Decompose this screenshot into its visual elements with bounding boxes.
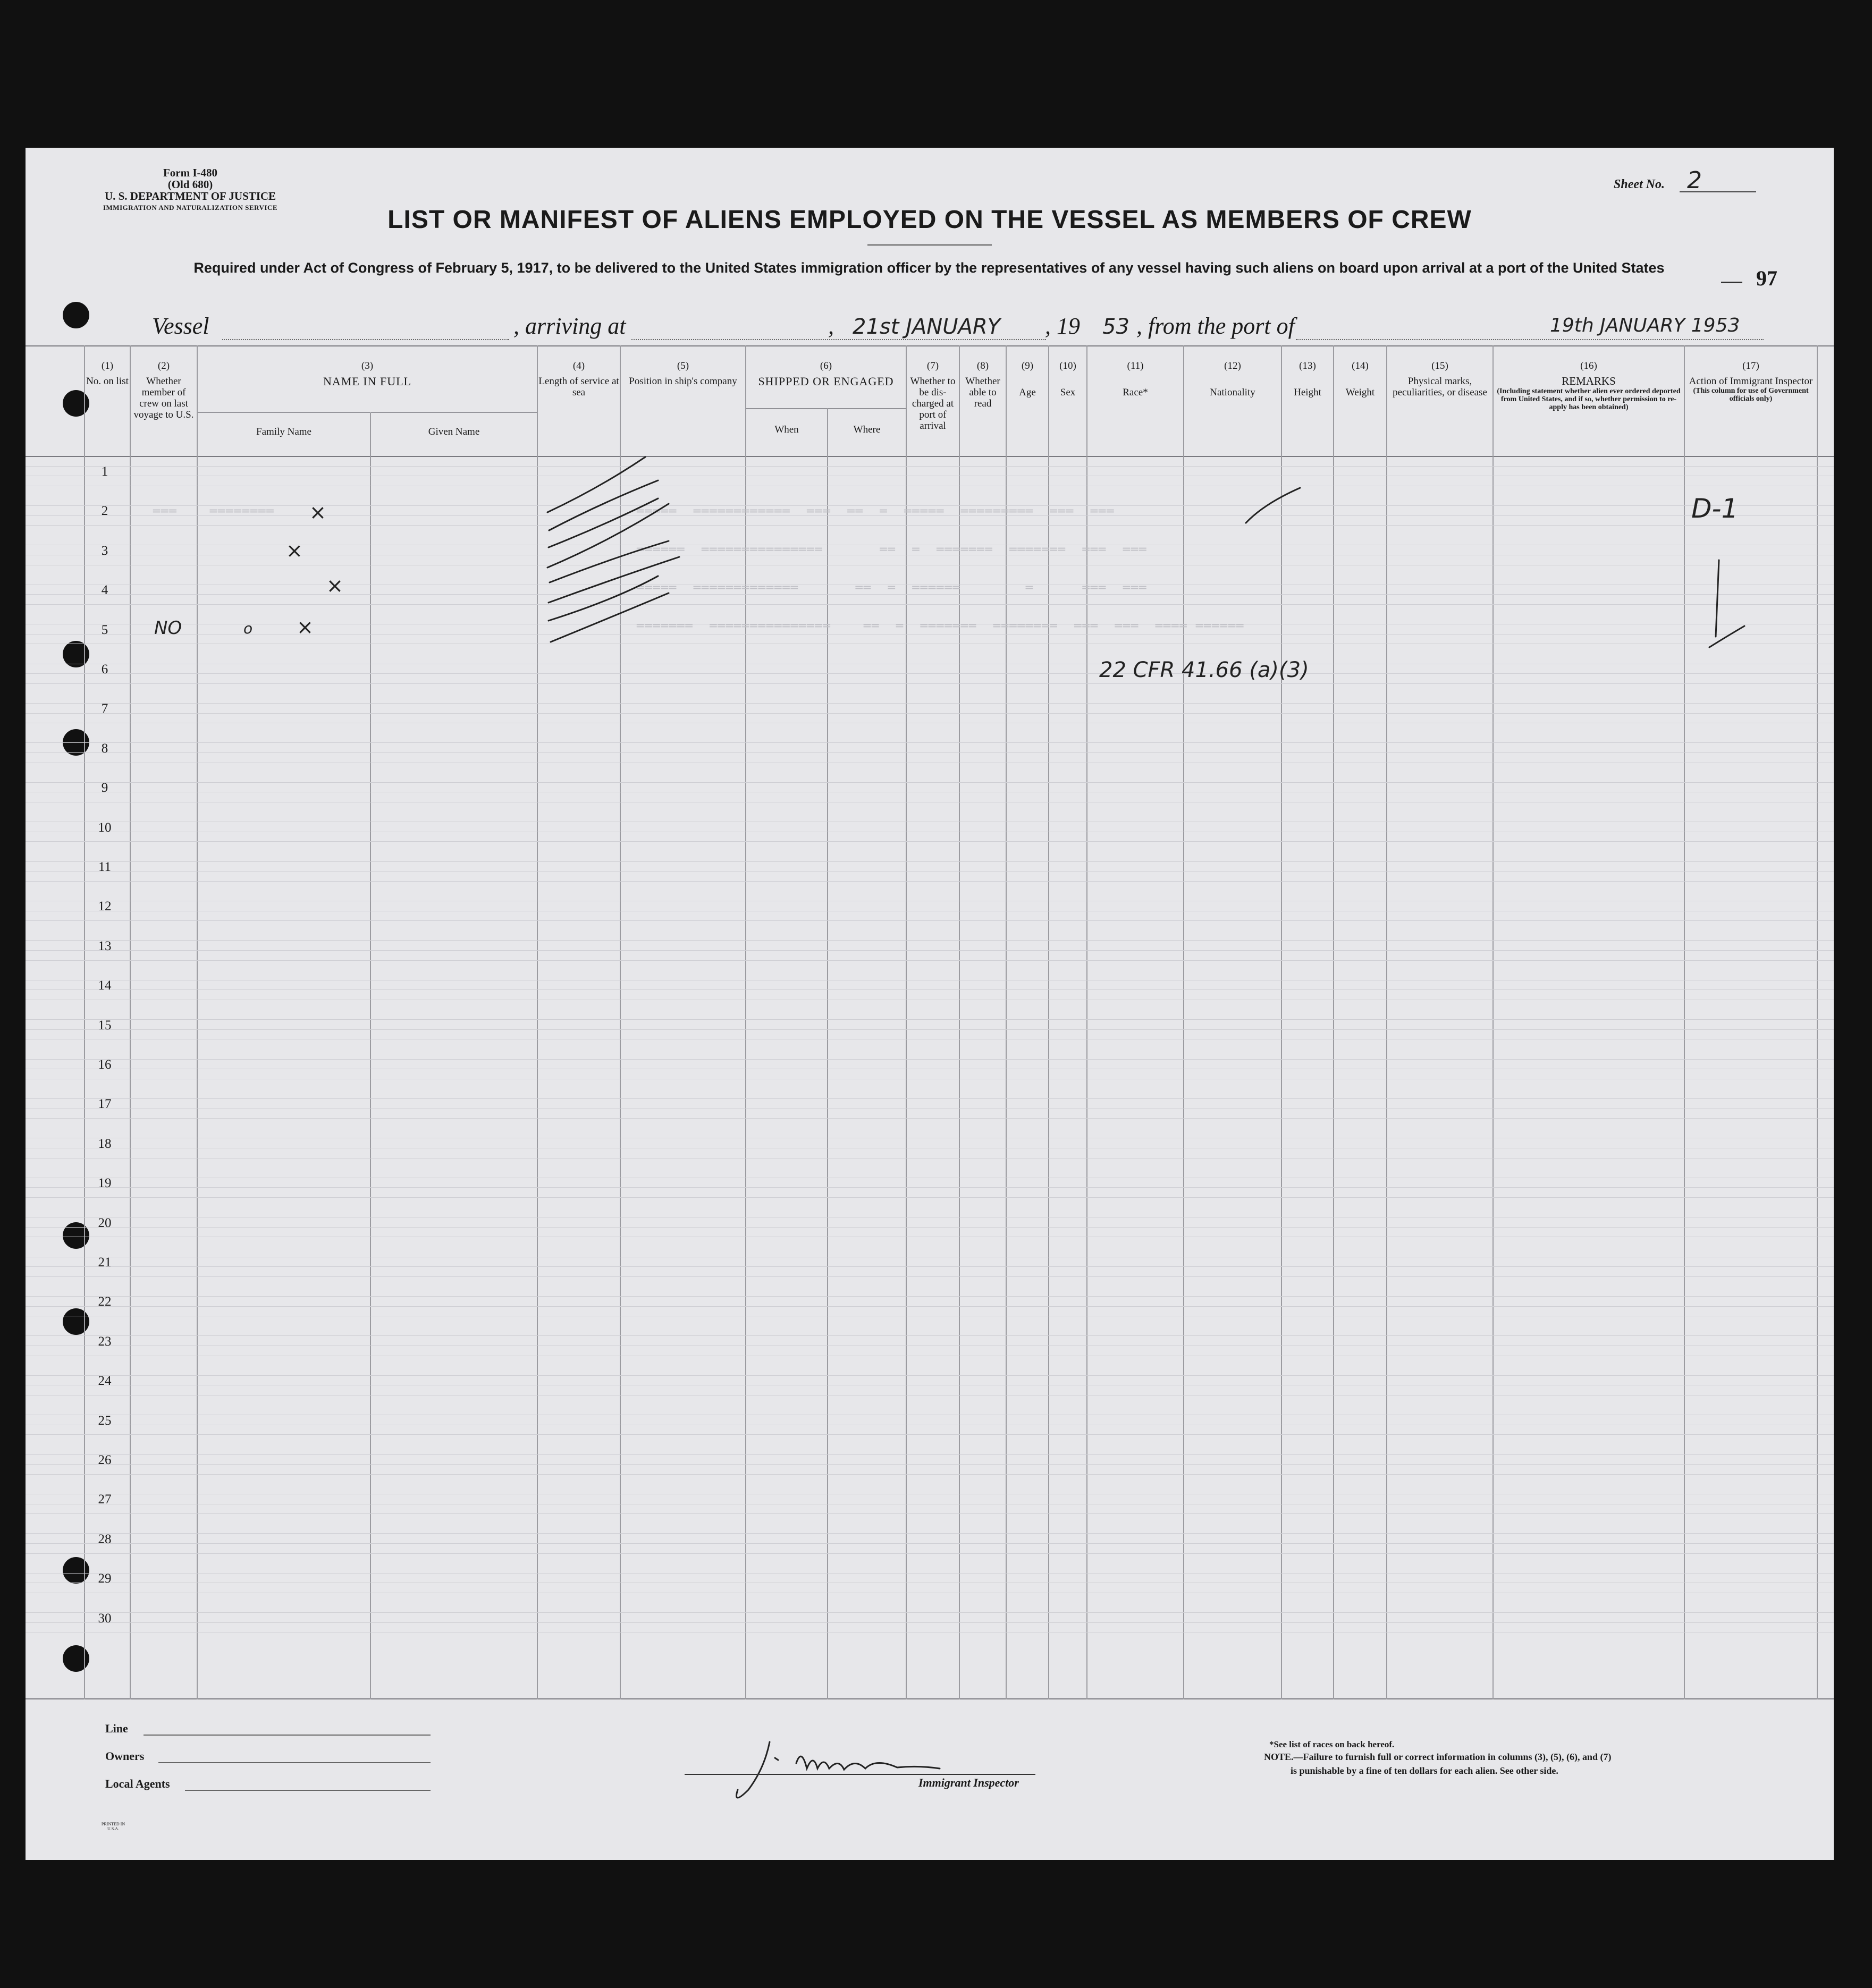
owners-label: Owners: [105, 1749, 145, 1763]
row-number: 14: [98, 978, 112, 993]
page-subtitle: Required under Act of Congress of February 5, 1917, to be delivered to the United States immigration officer by the representatives of any vessel having such aliens on board upon arrival at a port of the United States: [193, 260, 1665, 276]
printer-mark: PRINTED IN U.S.A.: [101, 1822, 125, 1831]
stamp-number: 97: [1756, 266, 1777, 290]
col1-header: (1) No. on list: [86, 360, 129, 387]
line-field: [144, 1735, 431, 1736]
col12-header: (12) Nationality: [1210, 360, 1255, 398]
manifest-sheet: [26, 148, 1834, 1860]
penalty-note-1: NOTE.—Failure to furnish full or correct information in columns (3), (5), (6), and (7): [1264, 1752, 1612, 1762]
col16-header: (16) REMARKS (Including statement whether alien ever ordered deported from United States, and if so, whether permission to re-apply has been obtained): [1497, 360, 1681, 411]
row-number: 26: [98, 1453, 112, 1467]
col4-header: (4) Length of service at sea: [538, 360, 619, 398]
inspector-action: D-1: [1691, 493, 1739, 524]
sheet-number-value: 2: [1687, 167, 1702, 194]
row-number: 25: [98, 1413, 112, 1428]
row-number: 4: [101, 583, 108, 598]
x-mark: ×: [309, 501, 326, 524]
row-number: 10: [98, 820, 112, 835]
form-department: U. S. DEPARTMENT OF JUSTICE: [104, 190, 276, 202]
row-number: 12: [98, 899, 112, 914]
col14-header: (14) Weight: [1345, 360, 1375, 398]
faint-row-3: ═════ ═════════════ ══ ═ ══════ ═ ═══ ═══: [637, 581, 1148, 595]
col9-header: (9) Age: [1019, 360, 1036, 398]
row-number: 24: [98, 1374, 112, 1389]
col6-where: Where: [853, 424, 881, 435]
owners-field: [158, 1762, 431, 1763]
row-number: 9: [101, 781, 108, 796]
col6-when: When: [774, 424, 799, 435]
col3-given-name: Given Name: [428, 426, 480, 437]
row-number: 27: [98, 1492, 112, 1507]
row-number: 11: [98, 860, 112, 874]
faint-row-2: ══════ ═══════════════ ══ ═ ═══════ ═══════ ═══ ═══: [637, 543, 1148, 556]
col10-header: (10) Sex: [1059, 360, 1076, 398]
row-number: 2: [101, 504, 108, 519]
nationality-check: [1246, 488, 1300, 523]
row-number: 21: [98, 1255, 112, 1270]
col7-header: (7) Whether to be dis-charged at port of arrival: [910, 360, 956, 432]
row-number: 16: [98, 1058, 112, 1072]
col15-header: (15) Physical marks, peculiarities, or disease: [1393, 360, 1487, 398]
form-number: Form I-480: [163, 166, 218, 179]
row-number: 17: [98, 1097, 112, 1112]
row-number: 28: [98, 1532, 112, 1546]
col2-header: (2) Whether member of crew on last voyage to U.S.: [133, 360, 194, 420]
row-number: 3: [101, 543, 108, 558]
check-stroke: [547, 504, 669, 568]
comma-sep: ,: [828, 313, 834, 339]
check-stroke: [547, 457, 645, 512]
form-old-number: (Old 680): [167, 178, 213, 191]
row-number: 15: [98, 1018, 112, 1033]
action-stroke: [1716, 560, 1719, 637]
form-service: IMMIGRATION AND NATURALIZATION SERVICE: [103, 204, 278, 212]
col5-header: (5) Position in ship's company: [629, 360, 737, 387]
departure-date: 19th JANUARY 1953: [1550, 315, 1740, 336]
col13-header: (13) Height: [1294, 360, 1321, 398]
signature-line: [685, 1774, 1035, 1775]
col3-family-name: Family Name: [256, 426, 311, 437]
year-prefix: , 19: [1045, 313, 1080, 339]
row-number: 1: [101, 464, 108, 479]
vessel-label: Vessel: [152, 313, 209, 339]
line-label: Line: [105, 1722, 128, 1735]
row-number: 30: [98, 1611, 112, 1626]
row-number: 5: [101, 622, 108, 637]
penalty-note-2: is punishable by a fine of ten dollars for each alien. See other side.: [1291, 1765, 1558, 1776]
handwritten-strokes: [26, 148, 1834, 1860]
x-mark: ×: [297, 615, 314, 639]
year-value: 53: [1102, 315, 1129, 339]
x-mark: ×: [286, 539, 303, 562]
action-stroke: [1709, 626, 1744, 647]
row-number: 7: [101, 701, 108, 716]
page-title: LIST OR MANIFEST OF ALIENS EMPLOYED ON THE VESSEL AS MEMBERS OF CREW: [387, 206, 1472, 234]
x-mark: ×: [326, 574, 343, 597]
agents-field: [185, 1790, 431, 1791]
row-number: 22: [98, 1295, 112, 1309]
faint-row-4: ═══════ ═══════════════ ══ ═ ═══════ ════════ ═══ ═══ ════ ══════: [637, 620, 1245, 633]
sheet-number-label: Sheet No.: [1614, 177, 1665, 191]
row-number: 29: [98, 1571, 112, 1586]
col6-header: (6) SHIPPED OR ENGAGED: [758, 360, 894, 388]
regulation-citation: 22 CFR 41.66 (a)(3): [1099, 658, 1309, 682]
agents-label: Local Agents: [105, 1777, 170, 1790]
arriving-label: , arriving at: [513, 313, 626, 339]
row-number: 19: [98, 1176, 112, 1191]
faint-row-1: ═══ ════════: [153, 505, 275, 518]
check-stroke: [549, 480, 658, 530]
signature-label: Immigrant Inspector: [918, 1776, 1019, 1789]
arrival-date: 21st JANUARY: [853, 315, 1001, 339]
col8-header: (8) Whether able to read: [965, 360, 1000, 409]
row4-no: NO: [154, 617, 182, 639]
row-number: 6: [101, 662, 108, 676]
faint-row-1b: ═════ ════════════ ═══ ══ ═ ═════ ═════════ ═══ ═══: [637, 505, 1115, 518]
row-number: 18: [98, 1136, 112, 1151]
col3-header: (3) NAME IN FULL: [323, 360, 411, 388]
row-number: 13: [98, 938, 112, 953]
row-number: 8: [101, 741, 108, 756]
row-number: 23: [98, 1334, 112, 1349]
check-stroke: [549, 557, 679, 603]
check-stroke: [550, 541, 669, 582]
col11-header: (11) Race*: [1123, 360, 1148, 398]
col17-header: (17) Action of Immigrant Inspector (This column for use of Government officials only): [1689, 360, 1813, 403]
from-port-label: , from the port of: [1136, 313, 1295, 339]
check-stroke: [551, 593, 669, 642]
row-number: 20: [98, 1215, 112, 1230]
row4-mark-o: o: [243, 620, 253, 637]
races-footnote: *See list of races on back hereof.: [1269, 1739, 1395, 1749]
